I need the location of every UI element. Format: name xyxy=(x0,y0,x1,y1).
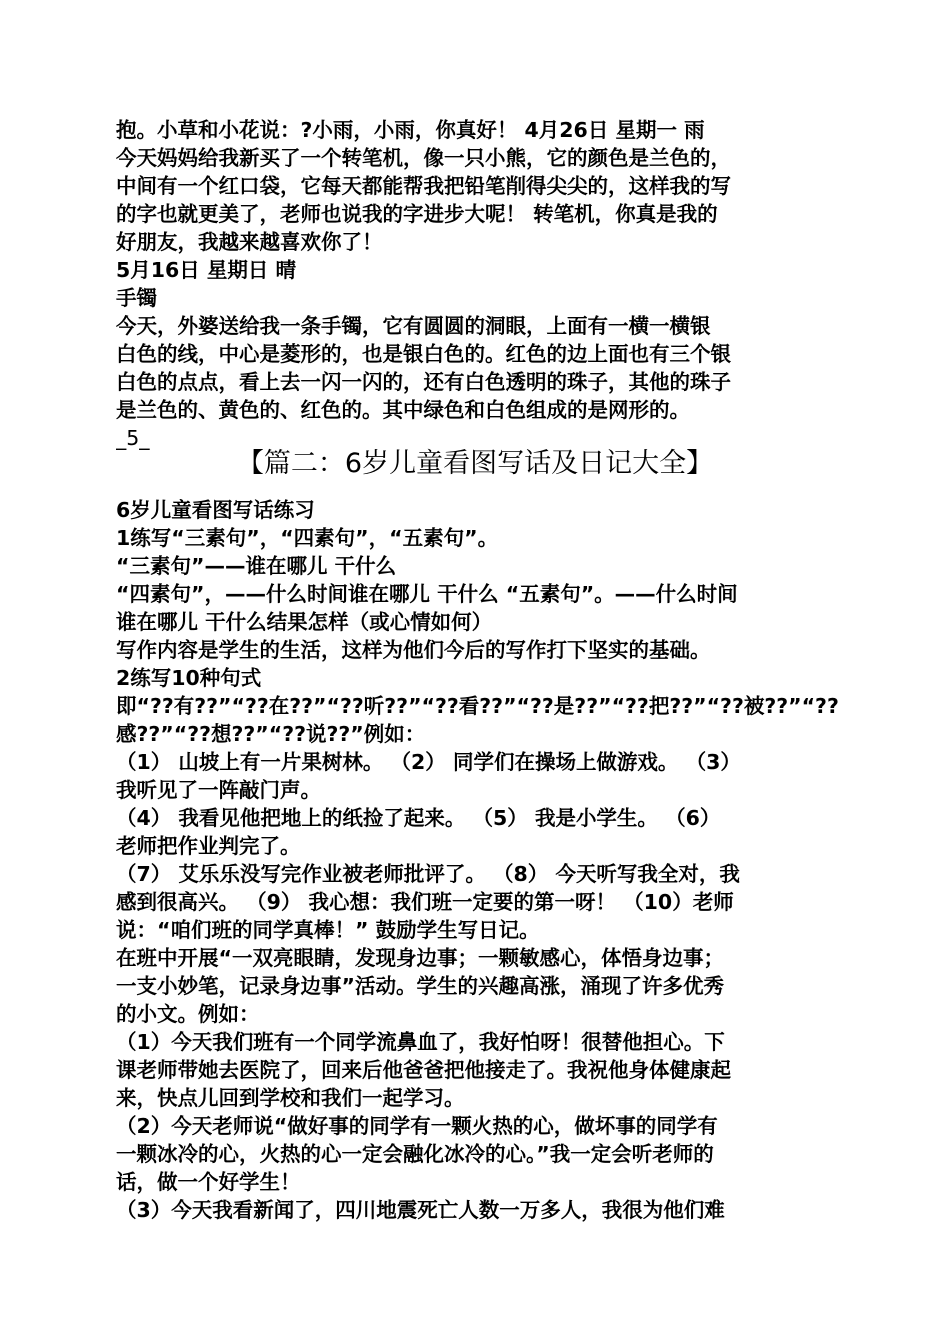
text-line: 抱。小草和小花说：?小雨，小雨，你真好！ 4月26日 星期一 雨 xyxy=(116,118,705,142)
text-line: 今天妈妈给我新买了一个转笔机，像一只小熊，它的颜色是兰色的， xyxy=(116,146,731,170)
text-line: 今天，外婆送给我一条手镯，它有圆圆的洞眼，上面有一横一横银 xyxy=(116,314,711,338)
text-line: 老师把作业判完了。 xyxy=(116,834,301,858)
text-line: 在班中开展“一双亮眼睛，发现身边事；一颗敏感心，体悟身边事； xyxy=(116,946,724,970)
text-line: 感??”“??想??”“??说??”例如： xyxy=(116,722,426,746)
text-line: 即“??有??”“??在??”“??听??”“??看??”“??是??”“??把??”“??被??”“?? xyxy=(116,694,839,718)
text-line: 一支小妙笔，记录身边事”活动。学生的兴趣高涨，涌现了许多优秀 xyxy=(116,974,724,998)
section-heading: 6岁儿童看图写话练习 xyxy=(116,498,315,522)
text-line: 我听见了一阵敲门声。 xyxy=(116,778,321,802)
text-line: “四素句”，——什么时间谁在哪儿 干什么 “五素句”。——什么时间 xyxy=(116,582,738,606)
text-line: 白色的点点，看上去一闪一闪的，还有白色透明的珠子，其他的珠子 xyxy=(116,370,731,394)
text-line: （3）今天我看新闻了，四川地震死亡人数一万多人，我很为他们难 xyxy=(116,1198,725,1222)
diary-date: 5月16日 星期日 晴 xyxy=(116,258,297,282)
text-line: 来，快点儿回到学校和我们一起学习。 xyxy=(116,1086,465,1110)
text-line: （1）今天我们班有一个同学流鼻血了，我好怕呀！很替他担心。下 xyxy=(116,1030,725,1054)
text-line: （4） 我看见他把地上的纸捡了起来。 （5） 我是小学生。 （6） xyxy=(116,806,721,830)
section-title: 【篇二：6岁儿童看图写话及日记大全】 xyxy=(236,448,714,479)
text-line: 一颗冰冷的心，火热的心一定会融化冰冷的心。”我一定会听老师的 xyxy=(116,1142,714,1166)
page-number: _5_ xyxy=(116,426,150,450)
text-line: 中间有一个红口袋，它每天都能帮我把铅笔削得尖尖的，这样我的写 xyxy=(116,174,731,198)
text-line: （1） 山坡上有一片果树林。 （2） 同学们在操场上做游戏。 （3） xyxy=(116,750,741,774)
text-line: 感到很高兴。 （9） 我心想：我们班一定要的第一呀！ （10）老师 xyxy=(116,890,734,914)
text-line: 谁在哪儿 干什么结果怎样（或心情如何） xyxy=(116,610,493,634)
text-line: 说：“咱们班的同学真棒！” 鼓励学生写日记。 xyxy=(116,918,540,942)
diary-title: 手镯 xyxy=(116,286,157,310)
text-line: 话，做一个好学生！ xyxy=(116,1170,301,1194)
text-line: 课老师带她去医院了，回来后他爸爸把他接走了。我祝他身体健康起 xyxy=(116,1058,731,1082)
text-line: 是兰色的、黄色的、红色的。其中绿色和白色组成的是网形的。 xyxy=(116,398,690,422)
text-line: 的小文。例如： xyxy=(116,1002,260,1026)
text-line: （7） 艾乐乐没写完作业被老师批评了。 （8） 今天听写我全对，我 xyxy=(116,862,740,886)
text-line: 1练写“三素句”，“四素句”，“五素句”。 xyxy=(116,526,499,550)
text-line: 好朋友，我越来越喜欢你了！ xyxy=(116,230,383,254)
text-line: 白色的线，中心是菱形的，也是银白色的。红色的边上面也有三个银 xyxy=(116,342,731,366)
text-line: 的字也就更美了，老师也说我的字进步大呢！ 转笔机，你真是我的 xyxy=(116,202,718,226)
text-line: 2练写10种句式 xyxy=(116,666,262,690)
text-line: “三素句”——谁在哪儿 干什么 xyxy=(116,554,397,578)
text-line: 写作内容是学生的生活，这样为他们今后的写作打下坚实的基础。 xyxy=(116,638,711,662)
text-line: （2）今天老师说“做好事的同学有一颗火热的心，做坏事的同学有 xyxy=(116,1114,718,1138)
